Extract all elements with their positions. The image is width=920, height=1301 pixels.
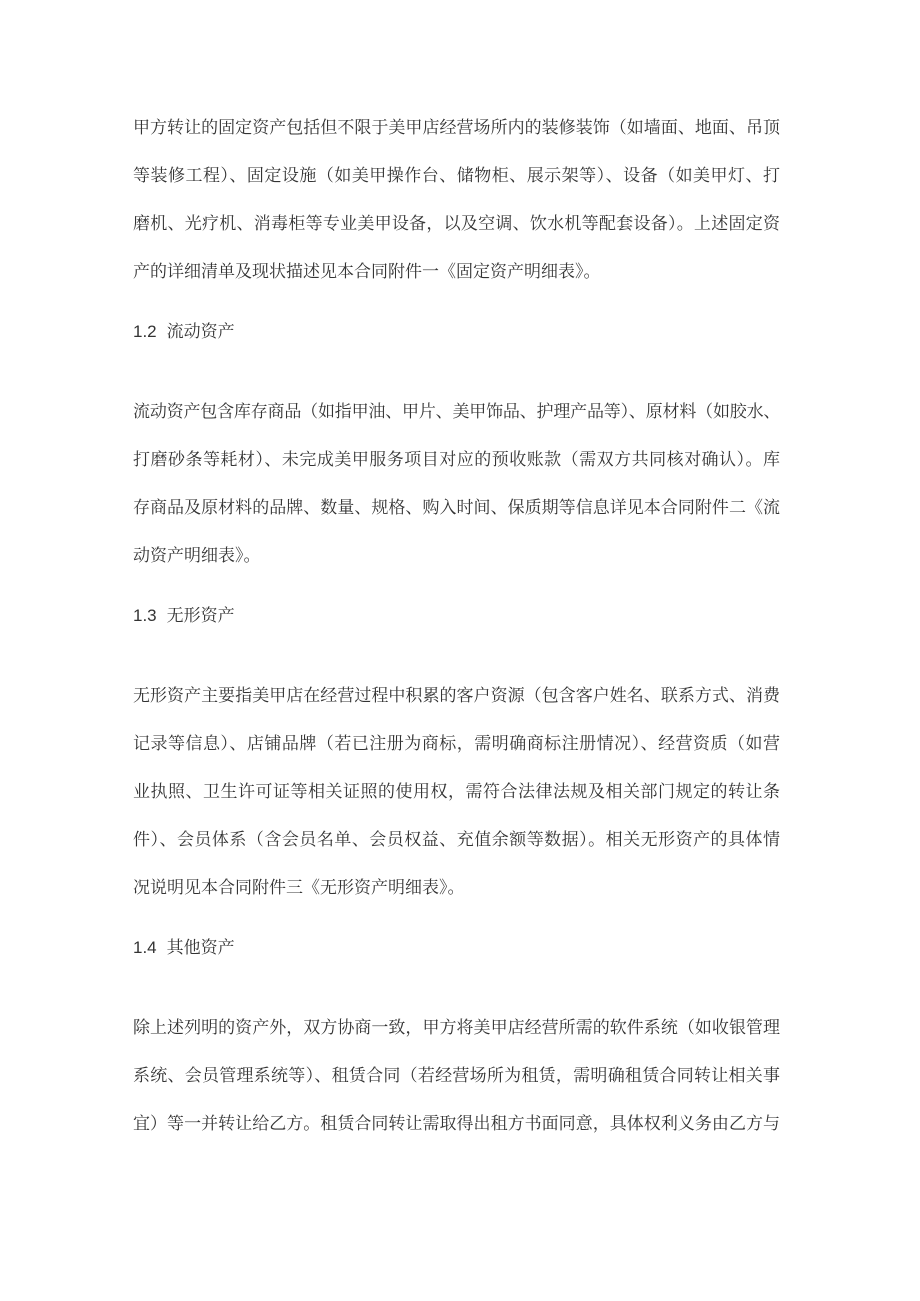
heading-intangible-assets-number: 1.3 (133, 606, 157, 625)
fixed-assets-line-4: 产的详细清单及现状描述见本合同附件一《固定资产明细表》。 (133, 262, 601, 281)
heading-current-assets-title: 流动资产 (166, 322, 235, 341)
current-assets-line-3: 存商品及原材料的品牌、数量、规格、购入时间、保质期等信息详见本合同附件二《流 (133, 498, 780, 517)
other-assets-line-2: 系统、会员管理系统等）、租赁合同（若经营场所为租赁，需明确租赁合同转让相关事 (133, 1066, 780, 1085)
heading-other-assets-title: 其他资产 (166, 938, 235, 957)
intangible-assets-line-3: 业执照、卫生许可证等相关证照的使用权，需符合法律法规及相关部门规定的转让条 (133, 782, 780, 801)
other-assets-line-1: 除上述列明的资产外，双方协商一致，甲方将美甲店经营所需的软件系统（如收银管理 (133, 1018, 780, 1037)
fixed-assets-line-3: 磨机、光疗机、消毒柜等专业美甲设备，以及空调、饮水机等配套设备）。上述固定资 (133, 214, 780, 233)
heading-current-assets (133, 308, 780, 356)
intangible-assets-line-4: 件）、会员体系（含会员名单、会员权益、充值余额等数据）。相关无形资产的具体情 (133, 830, 780, 849)
heading-other-assets-number: 1.4 (133, 938, 157, 957)
heading-current-assets-number: 1.2 (133, 322, 157, 341)
current-assets-line-4: 动资产明细表》。 (133, 546, 261, 565)
intangible-assets-line-5: 况说明见本合同附件三《无形资产明细表》。 (133, 878, 465, 897)
paragraph-fixed-assets (133, 104, 780, 296)
fixed-assets-line-2: 等装修工程）、固定设施（如美甲操作台、储物柜、展示架等）、设备（如美甲灯、打 (133, 166, 780, 185)
paragraph-current-assets (133, 388, 780, 580)
intangible-assets-line-2: 记录等信息）、店铺品牌（若已注册为商标，需明确商标注册情况）、经营资质（如营 (133, 734, 780, 753)
other-assets-line-3: 宜）等一并转让给乙方。租赁合同转让需取得出租方书面同意，具体权利义务由乙方与 (133, 1114, 780, 1133)
current-assets-line-1: 流动资产包含库存商品（如指甲油、甲片、美甲饰品、护理产品等）、原材料（如胶水、 (133, 402, 780, 421)
intangible-assets-line-1: 无形资产主要指美甲店在经营过程中积累的客户资源（包含客户姓名、联系方式、消费 (133, 686, 780, 705)
paragraph-other-assets (133, 1004, 780, 1148)
heading-other-assets (133, 924, 780, 972)
heading-intangible-assets-title: 无形资产 (166, 606, 235, 625)
paragraph-intangible-assets (133, 672, 780, 912)
current-assets-line-2: 打磨砂条等耗材）、未完成美甲服务项目对应的预收账款（需双方共同核对确认）。库 (133, 450, 780, 469)
fixed-assets-line-1: 甲方转让的固定资产包括但不限于美甲店经营场所内的装修装饰（如墙面、地面、吊顶 (133, 118, 780, 137)
heading-intangible-assets (133, 592, 780, 640)
